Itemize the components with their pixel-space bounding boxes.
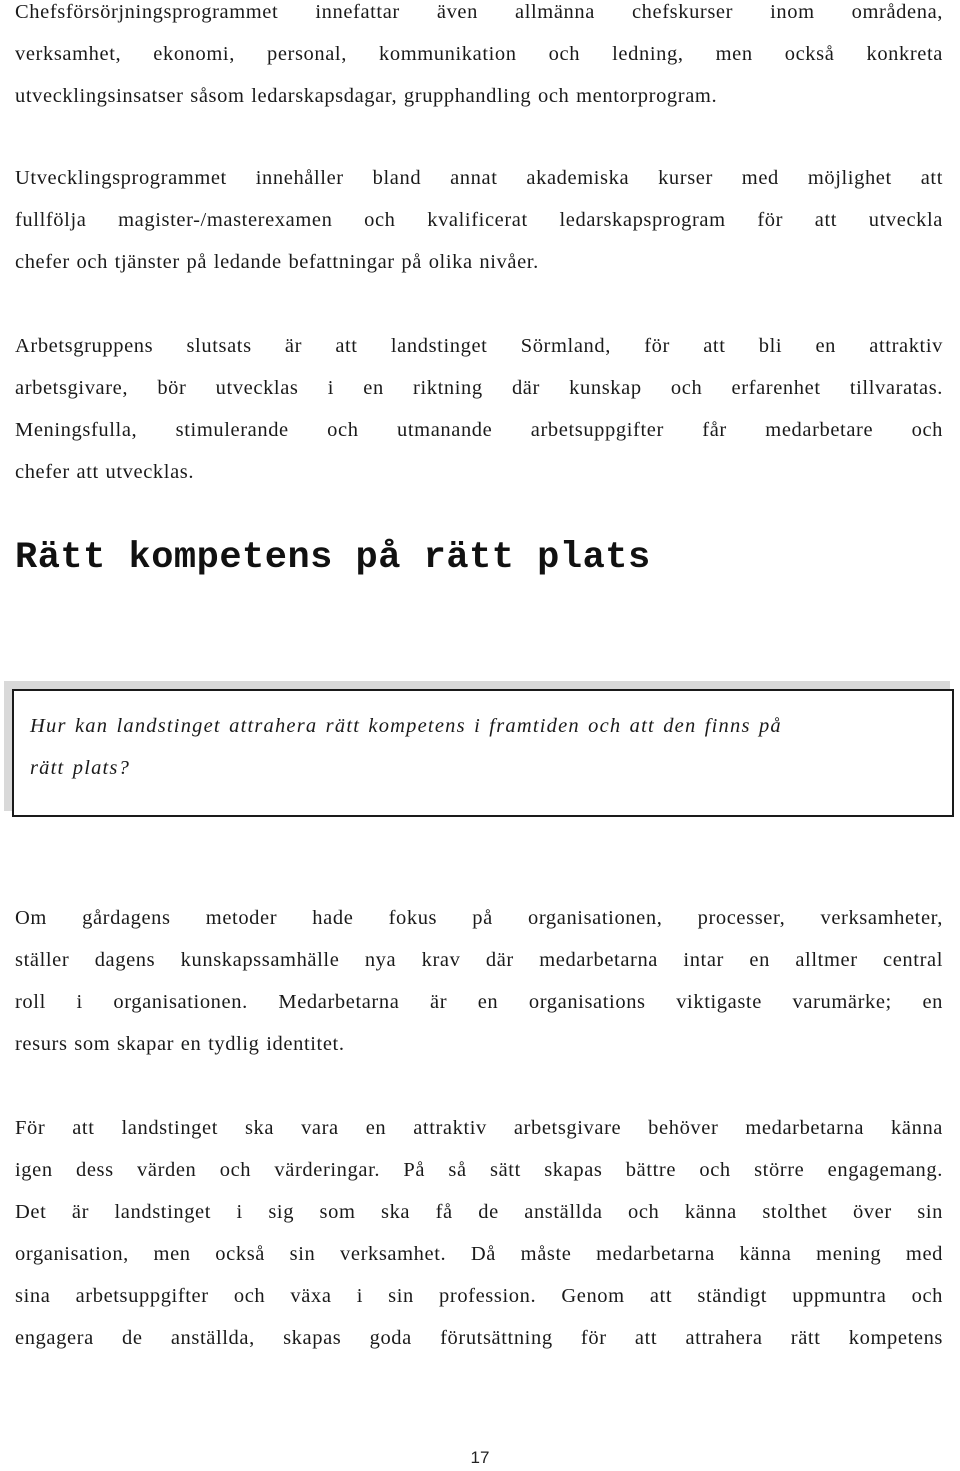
paragraph-arbetsgruppens-slutsats xyxy=(15,325,943,493)
text-line: resurs som skapar en tydlig identitet. xyxy=(15,1033,345,1055)
text-line: Utvecklingsprogrammet innehåller bland annat akademiska kurser med möjlighet att xyxy=(15,167,943,189)
text-line: Arbetsgruppens slutsats är att landstinget Sörmland, för att bli en attraktiv xyxy=(15,335,943,357)
text-line: Meningsfulla, stimulerande och utmanande arbetsuppgifter får medarbetare och xyxy=(15,419,943,441)
question-callout-box xyxy=(12,689,954,817)
text-line: arbetsgivare, bör utvecklas i en riktning där kunskap och erfarenhet tillvaratas. xyxy=(15,377,943,399)
text-line: chefer att utvecklas. xyxy=(15,461,195,483)
text-line: organisation, men också sin verksamhet. Då måste medarbetarna känna mening med xyxy=(15,1243,943,1265)
page-number: 17 xyxy=(470,1448,490,1467)
section-heading: Rätt kompetens på rätt plats xyxy=(15,537,651,579)
text-line: sina arbetsuppgifter och växa i sin profession. Genom att ständigt uppmuntra och xyxy=(15,1285,943,1307)
text-line: verksamhet, ekonomi, personal, kommunikation och ledning, men också konkreta xyxy=(15,43,943,65)
callout-question xyxy=(30,705,936,789)
text-line: roll i organisationen. Medarbetarna är en organisations viktigaste varumärke; en xyxy=(15,991,943,1013)
text-line: Hur kan landstinget attrahera rätt kompetens i framtiden och att den finns på xyxy=(30,715,782,737)
text-line: engagera de anställda, skapas goda förutsättning för att attrahera rätt kompetens xyxy=(15,1327,943,1349)
text-line: Det är landstinget i sig som ska få de anställda och känna stolthet över sin xyxy=(15,1201,943,1223)
text-line: utvecklingsinsatser såsom ledarskapsdagar, grupphandling och mentorprogram. xyxy=(15,85,718,107)
text-line: fullfölja magister-/masterexamen och kvalificerat ledarskapsprogram för att utveckla xyxy=(15,209,943,231)
text-line: Chefsförsörjningsprogrammet innefattar även allmänna chefskurser inom områdena, xyxy=(15,1,943,23)
paragraph-gardagens-metoder xyxy=(15,897,943,1065)
text-line: chefer och tjänster på ledande befattningar på olika nivåer. xyxy=(15,251,539,273)
paragraph-chefsforsorjning xyxy=(15,0,943,117)
text-line: ställer dagens kunskapssamhälle nya krav där medarbetarna intar en alltmer central xyxy=(15,949,943,971)
text-line: Om gårdagens metoder hade fokus på organisationen, processer, verksamheter, xyxy=(15,907,943,929)
paragraph-attraktiv-arbetsgivare xyxy=(15,1107,943,1359)
text-line: För att landstinget ska vara en attraktiv arbetsgivare behöver medarbetarna känna xyxy=(15,1117,943,1139)
text-line: rätt plats? xyxy=(30,757,131,779)
paragraph-utvecklingsprogrammet xyxy=(15,157,943,283)
text-line: igen dess värden och värderingar. På så sätt skapas bättre och större engagemang. xyxy=(15,1159,943,1181)
